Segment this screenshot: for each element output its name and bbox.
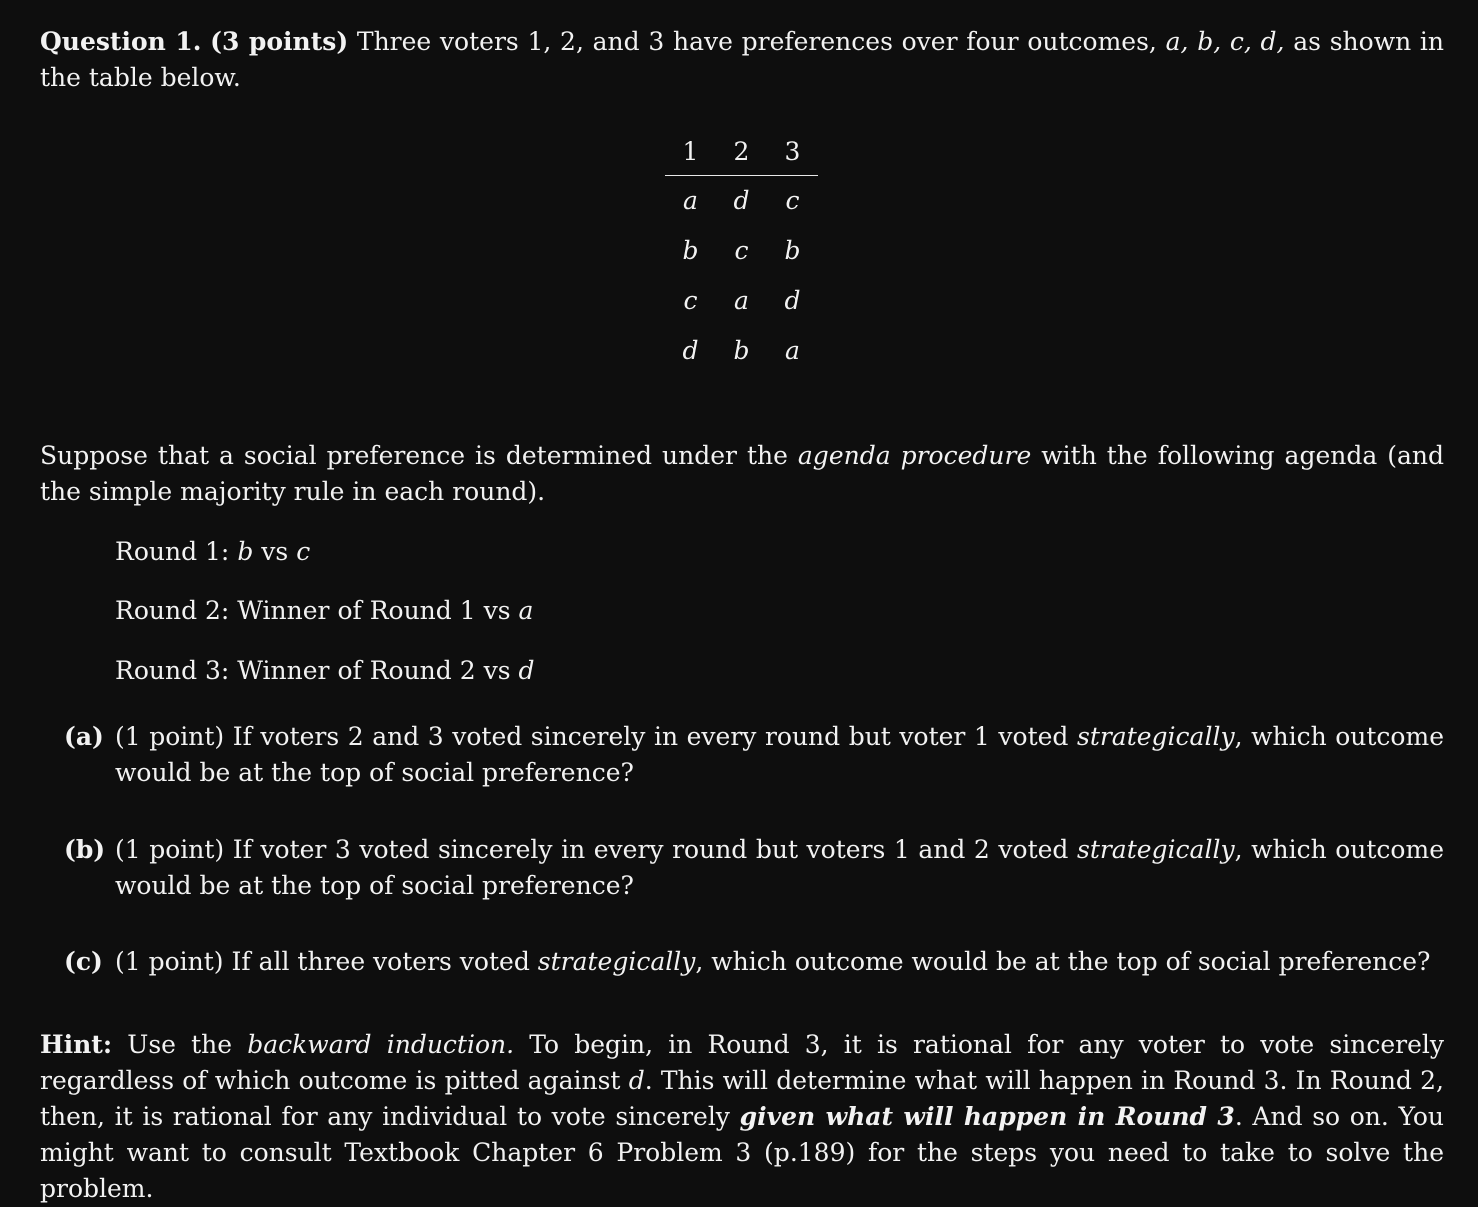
hint-post: . And so on. You might want to consult Textbook Chapter 6 Problem 3 (p.189) for the steps you need to take to solve the problem.	[40, 1102, 1444, 1203]
voter-header: 2	[716, 129, 767, 176]
table-cell: d	[682, 336, 699, 365]
round-3-text: Round 3: Winner of Round 2 vs	[115, 656, 511, 685]
round-1-vs: vs	[261, 537, 289, 566]
part-a	[64, 719, 1444, 791]
part-b-text	[115, 832, 1444, 904]
hint-pre: Use the	[127, 1030, 233, 1059]
round-3-option: d	[518, 656, 535, 685]
table-cell: b	[733, 336, 750, 365]
document-page	[40, 24, 1445, 1203]
table-header-row	[665, 129, 818, 176]
round-2-text: Round 2: Winner of Round 1 vs	[115, 596, 511, 625]
round-1-option-a: b	[237, 537, 254, 566]
question-points: (3 points)	[210, 27, 349, 56]
table-cell: a	[734, 286, 749, 315]
agenda-intro-text-end: with the following agenda (and the simple majority rule in each round).	[40, 441, 1444, 506]
part-a-label: (a)	[64, 722, 104, 751]
part-c-post: , which outcome would be at the top of social preference?	[695, 947, 1431, 976]
hint-paragraph	[40, 1027, 1444, 1207]
outcomes-list: a, b, c, d,	[1165, 27, 1285, 56]
table-cell: b	[784, 236, 801, 265]
table-cell: c	[734, 236, 749, 265]
table-cell: d	[733, 186, 750, 215]
agenda-intro	[40, 438, 1444, 510]
part-a-emph: strategically	[1076, 722, 1235, 751]
hint-emphasis: given what will happen in Round 3	[739, 1102, 1235, 1131]
round-3	[115, 653, 535, 689]
round-2-option: a	[518, 596, 534, 625]
hint-term: backward induction.	[247, 1030, 515, 1059]
part-c-label: (c)	[64, 947, 103, 976]
part-b	[64, 832, 1444, 904]
part-b-label: (b)	[64, 835, 106, 864]
table-row	[665, 226, 818, 276]
question-label: Question 1.	[40, 27, 202, 56]
round-1	[115, 534, 310, 570]
hint-variable: d	[628, 1066, 645, 1095]
voter-header: 3	[767, 129, 818, 176]
table-row	[665, 176, 818, 227]
voter-header: 1	[665, 129, 716, 176]
round-1-label: Round 1:	[115, 537, 230, 566]
round-1-option-b: c	[296, 537, 311, 566]
table-row	[665, 276, 818, 326]
part-a-text	[115, 719, 1444, 791]
question-intro-text-end: as shown in the table below.	[40, 27, 1445, 92]
agenda-intro-text: Suppose that a social preference is determined under the	[40, 441, 788, 470]
part-b-emph: strategically	[1076, 835, 1235, 864]
part-a-pre: (1 point) If voters 2 and 3 voted sincerely in every round but voter 1 voted	[115, 722, 1069, 751]
preference-table	[665, 129, 819, 376]
part-c-emph: strategically	[537, 947, 696, 976]
part-b-post: , which outcome would be at the top of social preference?	[115, 835, 1444, 900]
part-b-pre: (1 point) If voter 3 voted sincerely in every round but voters 1 and 2 voted	[115, 835, 1069, 864]
table-cell: c	[785, 186, 800, 215]
question-intro	[40, 24, 1444, 96]
agenda-term: agenda procedure	[797, 441, 1032, 470]
question-intro-text: Three voters 1, 2, and 3 have preferences over four outcomes,	[356, 27, 1157, 56]
part-a-post: , which outcome would be at the top of social preference?	[115, 722, 1444, 787]
part-c-text	[115, 944, 1444, 980]
part-c	[64, 944, 1444, 980]
table-cell: d	[784, 286, 801, 315]
hint-mid-2: . This will determine what will happen in Round 3. In Round 2, then, it is rational for any individual to vote sincerely	[40, 1066, 1444, 1131]
table-cell: c	[683, 286, 698, 315]
hint-mid-1: To begin, in Round 3, it is rational for any voter to vote sincerely regardless of which outcome is pitted against	[40, 1030, 1444, 1095]
hint-label: Hint:	[40, 1030, 113, 1059]
round-2	[115, 593, 533, 629]
table-cell: b	[682, 236, 699, 265]
table-cell: a	[683, 186, 698, 215]
table-cell: a	[785, 336, 800, 365]
table-row	[665, 326, 818, 376]
part-c-pre: (1 point) If all three voters voted	[115, 947, 530, 976]
